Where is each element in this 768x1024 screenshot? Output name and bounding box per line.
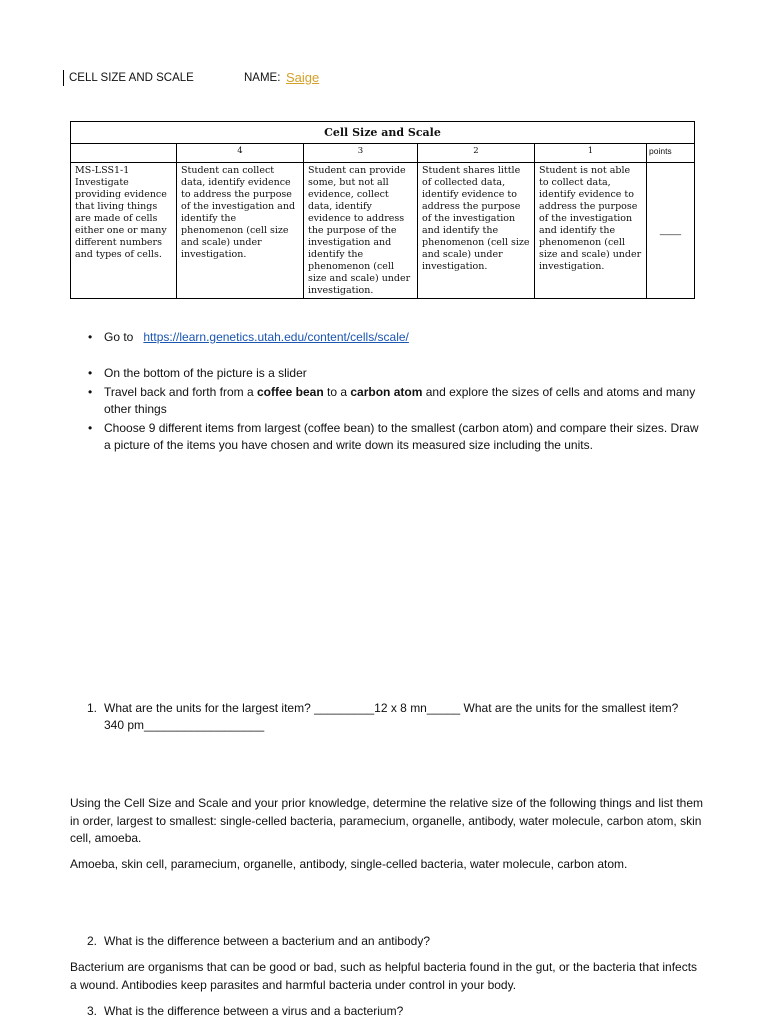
question-1	[87, 700, 694, 734]
rubric-title: Cell Size and Scale	[71, 122, 695, 144]
question-3-text: What is the difference between a virus and a bacterium?	[104, 1004, 404, 1018]
ordering-answer[interactable]: Amoeba, skin cell, paramecium, organelle, antibody, single-celled bacteria, water molecule, carbon atom.	[70, 857, 628, 871]
rubric-level-2: Student shares little of collected data, identify evidence to address the purpose of the investigation and identify the phenomenon (cell size and scale) under investigation.	[418, 163, 535, 299]
question-2-number: 2.	[87, 934, 98, 948]
question-3	[87, 1003, 694, 1020]
travel-suffix: and explore the sizes of cells and atoms and many other things	[104, 385, 696, 416]
instruction-travel	[104, 384, 704, 418]
travel-carbon-atom: carbon atom	[350, 385, 423, 399]
scale-link[interactable]: https://learn.genetics.utah.edu/content/cells/scale/	[143, 330, 409, 344]
document-title: CELL SIZE AND SCALE	[69, 72, 194, 84]
rubric-title-row	[71, 122, 695, 144]
question-2-text: What is the difference between a bacterium and an antibody?	[104, 934, 430, 948]
rubric-header-4: 4	[177, 144, 304, 163]
rubric-header-points: points	[647, 144, 695, 163]
name-label: NAME:	[244, 72, 281, 84]
rubric-level-3: Student can provide some, but not all evidence, collect data, identify evidence to address the purpose of the investigation and identify the phenomenon (cell size and scale) under investigation.	[304, 163, 418, 299]
question-3-number: 3.	[87, 1004, 98, 1018]
travel-prefix: Travel back and forth from a	[104, 385, 254, 399]
instruction-list-goto	[104, 329, 704, 348]
rubric-body-row	[71, 163, 695, 299]
rubric-header-1: 1	[535, 144, 647, 163]
instruction-list	[104, 365, 704, 456]
rubric-table	[70, 121, 695, 299]
name-value[interactable]: Saige	[286, 70, 320, 85]
ordering-prompt: Using the Cell Size and Scale and your prior knowledge, determine the relative size of the following things and list them in order, largest to smallest: single-celled bacteria, paramecium, organelle, antibody, water molecule, carbon atom, skin cell, amoeba.	[70, 796, 704, 845]
travel-mid: to a	[327, 385, 348, 399]
rubric-standard: MS-LSS1-1 Investigate providing evidence that living things are made of cells either one or many different numbers and types of cells.	[71, 163, 177, 299]
rubric-header-row	[71, 144, 695, 163]
rubric-header-3: 3	[304, 144, 418, 163]
text-cursor	[63, 70, 64, 86]
rubric-header-blank	[71, 144, 177, 163]
question-2-answer[interactable]: Bacterium are organisms that can be good or bad, such as helpful bacteria found in the gut, or the bacteria that infects a wound. Antibodies keep parasites and harmful bacteria under control in your body.	[70, 960, 698, 992]
travel-coffee-bean: coffee bean	[256, 385, 324, 399]
rubric-points-blank[interactable]: ____	[647, 163, 695, 299]
instruction-slider: • On the bottom of the picture is a slider	[104, 365, 704, 382]
rubric-header-2: 2	[418, 144, 535, 163]
instruction-goto	[104, 329, 704, 346]
goto-prefix: Go to	[104, 330, 134, 344]
question-1-number: 1.	[87, 701, 98, 715]
rubric-level-1: Student is not able to collect data, identify evidence to address the purpose of the investigation and identify the phenomenon (cell size and scale) under investigation.	[535, 163, 647, 299]
question-2	[87, 933, 694, 950]
question-1-text[interactable]: What are the units for the largest item? _________12 x 8 mn_____ What are the units for the smallest item? 340 pm__________________	[104, 701, 679, 732]
instruction-choose: • Choose 9 different items from largest (coffee bean) to the smallest (carbon atom) and compare their sizes. Draw a picture of the items you have chosen and write down its measured size including the units.	[104, 420, 704, 454]
rubric-level-4: Student can collect data, identify evidence to address the purpose of the investigation and identify the phenomenon (cell size and scale) under investigation.	[177, 163, 304, 299]
